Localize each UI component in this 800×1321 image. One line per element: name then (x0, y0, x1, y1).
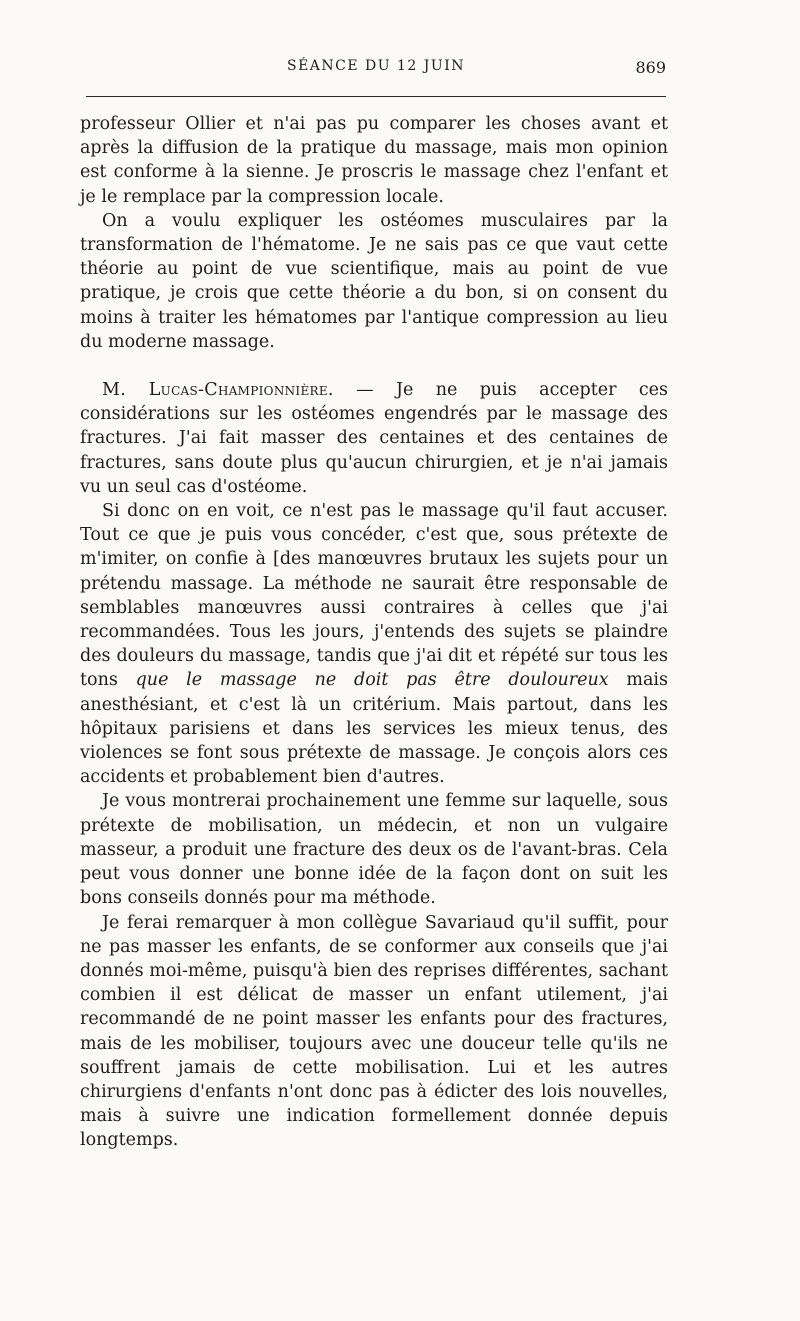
paragraph-fracture-case: Je vous montrerai prochainement une femme sur laquelle, sous prétexte de mobilisation, un médecin, et non un vulgaire masseur, a produit une fracture des deux os de l'avant-bras. Cela peut vous donner une bonne idée de la façon dont on suit les bons conseils donnés pour ma méthode. (80, 791, 668, 909)
speaker-text: — Je ne puis accepter ces considérations sur les ostéomes engendrés par le massage des fractures. J'ai fait masser des centaines et des centaines de fractures, sans doute plus qu'aucun chirurgien, et je n'ai jamais vu un seul cas d'ostéome. (80, 380, 668, 497)
italic-phrase: que le massage ne doit pas être douloureux (135, 670, 609, 691)
running-head-title: SÉANCE DU 12 JUIN (287, 58, 465, 74)
running-head (86, 58, 666, 86)
paragraph-savariaud: Je ferai remarquer à mon collègue Savariaud qu'il suffit, pour ne pas masser les enfants, de se conformer aux conseils que j'ai donnés moi-même, puisqu'à bien des reprises différentes, sachant combien il est délicat de masser un enfant utilement, j'ai recommandé de ne point masser les enfants pour des fractures, mais de les mobiliser, toujours avec une douceur telle qu'ils ne souffrent jamais de cette mobilisation. Lui et les autres chirurgiens d'enfants n'ont donc pas à édicter des lois nouvelles, mais à suivre une indication formellement donnée depuis longtemps. (80, 912, 668, 1151)
speaker-name: M. Lucas-Championnière. (102, 380, 334, 401)
paragraph-osteomes-theory: On a voulu expliquer les ostéomes musculaires par la transformation de l'hématome. Je ne sais pas ce que vaut cette théorie au point de vue scientifique, mais au point de vue pratique, je crois que cette théorie a du bon, si on consent du moins à traiter les hématomes par l'antique compression au lieu du moderne massage. (80, 210, 668, 352)
header-rule (86, 96, 666, 97)
body-text (80, 112, 668, 1153)
page-number: 869 (635, 58, 666, 77)
paragraph-text-before-italic: Si donc on en voit, ce n'est pas le massage qu'il faut accuser. Tout ce que je puis vous concéder, c'est que, sous prétexte de m'imiter, on confie à [des manœuvres brutaux les sujets pour un prétendu massage. La méthode ne saurait être responsable de semblables manœuvres aussi contraires à celles que j'ai recommandées. Tous les jours, j'entends des sujets se plaindre des douleurs du massage, tandis que j'ai dit et répété sur tous les tons (80, 501, 668, 691)
paragraph-speaker (80, 378, 668, 499)
paragraph-continuation: professeur Ollier et n'ai pas pu comparer les choses avant et après la diffusion de la pratique du massage, mais mon opinion est conforme à la sienne. Je proscris le massage chez l'enfant et je le remplace par la compression locale. (80, 114, 668, 207)
paragraph-text-after-italic: mais anesthésiant, et c'est là un critérium. Mais partout, dans les hôpitaux parisiens et dans les services les mieux tenus, des violences se font sous prétexte de massage. Je conçois alors ces accidents et probablement bien d'autres. (80, 670, 668, 788)
paragraph-massage-criterium (80, 499, 668, 789)
